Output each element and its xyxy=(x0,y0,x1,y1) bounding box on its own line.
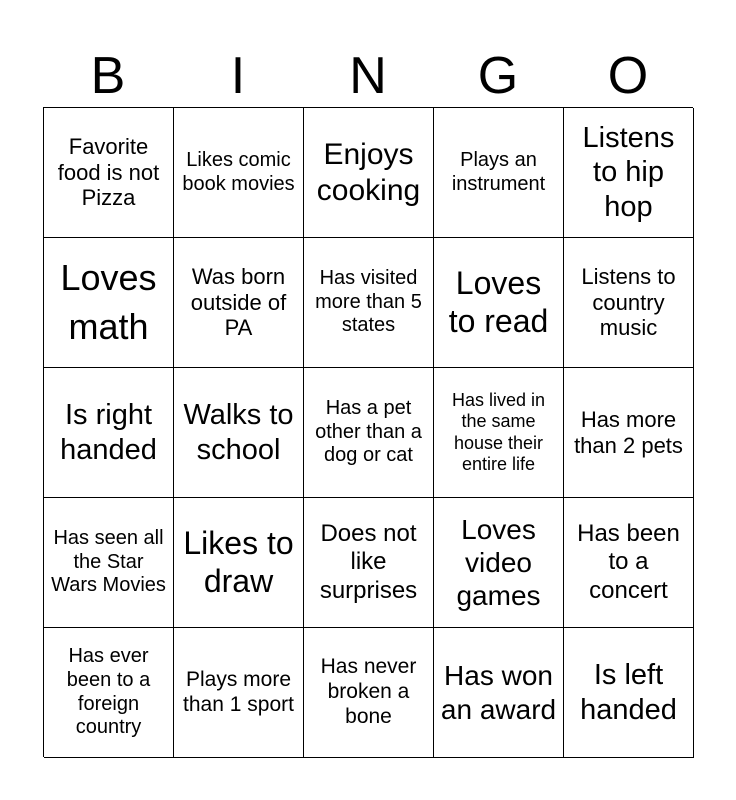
bingo-cell-r4c3[interactable] xyxy=(304,498,434,628)
header-letter-g: G xyxy=(477,47,519,105)
cell-text: Was born outside of PA xyxy=(190,263,287,341)
bingo-cell-r2c2[interactable] xyxy=(174,238,304,368)
cell-text: Has visited more than 5 states xyxy=(315,267,422,337)
cell-text: Likes to draw xyxy=(183,524,294,599)
cell-text: Likes comic book movies xyxy=(182,148,295,195)
bingo-cell-r2c5[interactable] xyxy=(564,238,694,368)
bingo-cell-r1c5[interactable] xyxy=(564,108,694,238)
bingo-cell-r5c2[interactable] xyxy=(174,628,304,758)
cell-text: Has a pet other than a dog or cat xyxy=(315,397,422,467)
cell-text: Listens to country music xyxy=(581,263,676,341)
cell-text: Walks to school xyxy=(183,399,294,466)
header-letter-n: N xyxy=(349,47,387,105)
cell-text: Has seen all the Star Wars Movies xyxy=(51,527,166,597)
bingo-board xyxy=(43,107,693,757)
cell-text: Plays more than 1 sport xyxy=(183,667,294,716)
bingo-cell-r3c5[interactable] xyxy=(564,368,694,498)
bingo-cell-r4c5[interactable] xyxy=(564,498,694,628)
bingo-header xyxy=(43,46,693,106)
bingo-cell-r3c2[interactable] xyxy=(174,368,304,498)
header-letter-o: O xyxy=(607,47,649,105)
bingo-cell-r2c4[interactable] xyxy=(434,238,564,368)
cell-text: Has ever been to a foreign country xyxy=(66,645,151,739)
cell-text: Plays an instrument xyxy=(451,148,546,195)
cell-text: Is right handed xyxy=(60,399,157,466)
cell-text: Loves math xyxy=(60,256,157,347)
bingo-cell-r1c1[interactable] xyxy=(44,108,174,238)
header-letter-b: B xyxy=(90,47,126,105)
bingo-cell-r4c1[interactable] xyxy=(44,498,174,628)
bingo-cell-r1c3[interactable] xyxy=(304,108,434,238)
bingo-cell-r4c2[interactable] xyxy=(174,498,304,628)
cell-text: Has lived in the same house their entire life xyxy=(451,390,546,474)
bingo-cell-r1c4[interactable] xyxy=(434,108,564,238)
cell-text: Does not like surprises xyxy=(319,520,418,604)
bingo-cell-r5c1[interactable] xyxy=(44,628,174,758)
bingo-cell-r3c3[interactable] xyxy=(304,368,434,498)
cell-text: Enjoys cooking xyxy=(316,138,421,207)
cell-text: Has been to a concert xyxy=(577,520,680,604)
cell-text: Is left handed xyxy=(580,659,677,726)
cell-text: Favorite food is not Pizza xyxy=(57,133,160,211)
bingo-cell-r5c3[interactable] xyxy=(304,628,434,758)
bingo-cell-r1c2[interactable] xyxy=(174,108,304,238)
bingo-cell-r3c4[interactable] xyxy=(434,368,564,498)
bingo-cell-r5c5[interactable] xyxy=(564,628,694,758)
bingo-cell-r5c4[interactable] xyxy=(434,628,564,758)
cell-text: Has won an award xyxy=(440,660,557,725)
cell-text: Listens to hip hop xyxy=(582,122,675,223)
cell-text: Has never broken a bone xyxy=(320,655,417,728)
bingo-cell-r2c3[interactable] xyxy=(304,238,434,368)
bingo-cell-r3c1[interactable] xyxy=(44,368,174,498)
cell-text: Has more than 2 pets xyxy=(574,406,683,458)
cell-text: Loves to read xyxy=(448,264,549,339)
cell-text: Loves video games xyxy=(456,513,541,612)
bingo-cell-r4c4[interactable] xyxy=(434,498,564,628)
header-letter-i: I xyxy=(230,47,246,105)
bingo-cell-r2c1[interactable] xyxy=(44,238,174,368)
